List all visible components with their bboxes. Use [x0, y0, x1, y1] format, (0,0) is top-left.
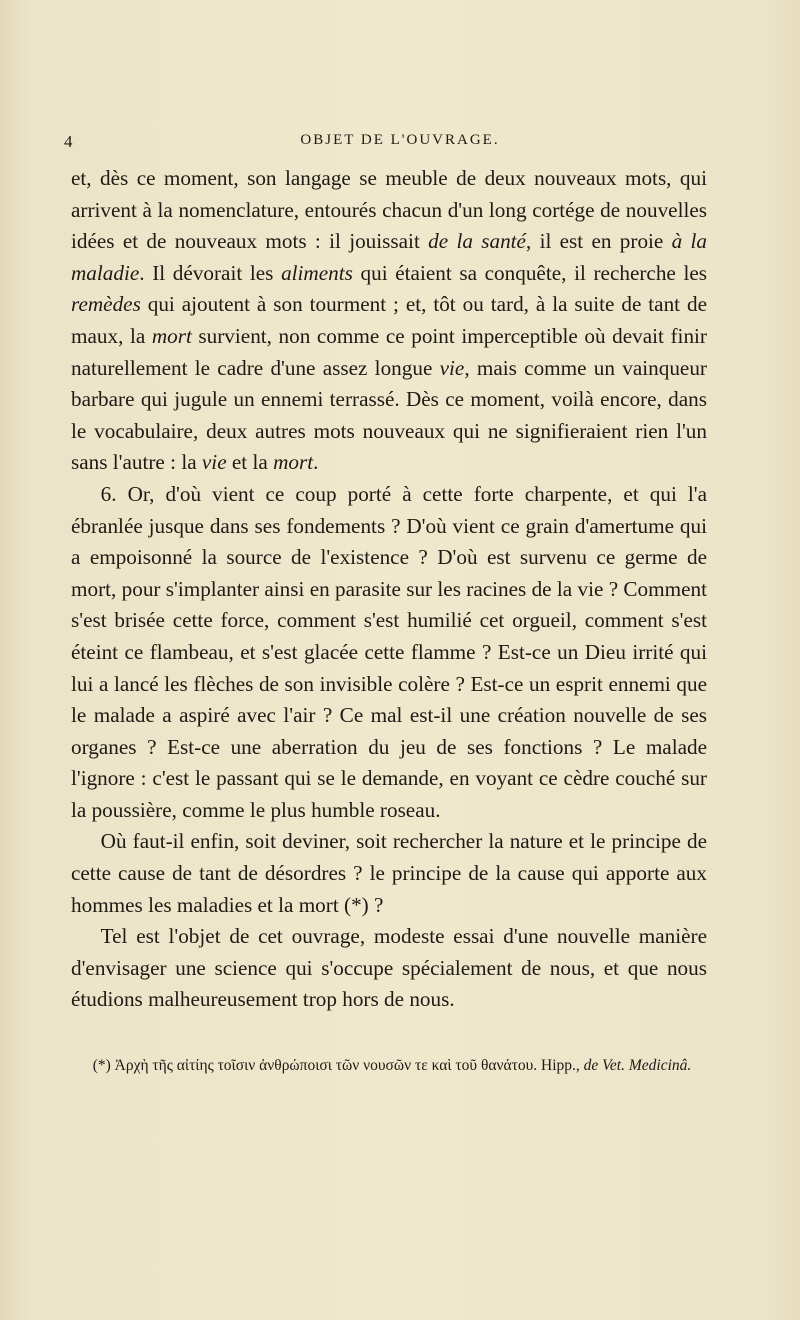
- page-number: 4: [64, 132, 74, 151]
- italic-text: de la santé: [428, 229, 526, 254]
- body-text: [71, 163, 707, 1016]
- text-run: et la: [226, 450, 274, 475]
- running-head: OBJET DE L'OUVRAGE.: [300, 132, 500, 148]
- text-run: et, dès ce moment, son langage se meuble de deux nouveaux mots, qui arrivent à la nomenclature, entourés chacun d'un long cortége de nouvelles idées et de nouveaux mots : il jouissait: [71, 166, 707, 254]
- text-run: Tel est l'objet de cet ouvrage, modeste essai d'une nouvelle manière d'envisager une science qui s'occupe spécialement de nous, et que nous étudions malheureusement trop hors de nous.: [71, 924, 707, 1012]
- italic-text: vie: [201, 450, 227, 475]
- text-run: 6. Or, d'où vient ce coup porté à cette forte charpente, et qui l'a ébranlée jusque dans ses fondements ? D'où vient ce grain d'amertume qui a empoisonné la source de l'existence ? D'où est survenu ce germe de mort, pour s'implanter ainsi en parasite sur les racines de la vie ? Comment s'est brisée cette force, comment s'est humilié cet orgueil, comment s'est éteint ce flambeau, et s'est glacée cette flamme ? Est-ce un Dieu irrité qui lui a lancé les flèches de son invisible colère ? Est-ce un esprit ennemi que le malade a aspiré avec l'air ? Ce mal est-il une création nouvelle de ses organes ? Est-ce une aberration du jeu de ses fonctions ? Le malade l'ignore : c'est le passant qui se le demande, en voyant ce cèdre couché sur la poussière, comme le plus humble roseau.: [71, 481, 707, 822]
- italic-text: remèdes: [71, 292, 141, 317]
- footnote: [71, 1054, 707, 1077]
- text-run: (*) Ἀρχὴ τῆς αἰτίης τοῖσιν ἀνθρώποισι τῶν νουσῶν τε καὶ τοῦ θανάτου. Hipp.,: [92, 1057, 584, 1074]
- text-run: . Il dévorait les: [139, 260, 282, 285]
- paragraph: [71, 479, 707, 827]
- italic-text: mort: [273, 450, 314, 475]
- italic-text: à la maladie: [71, 229, 708, 285]
- paragraph: [71, 826, 707, 921]
- text-run: Où faut-il enfin, soit deviner, soit rechercher la nature et le principe de cette cause de tant de désordres ? le principe de la cause qui apporte aux hommes les maladies et la mort (*) ?: [71, 829, 707, 917]
- text-run: qui étaient sa conquête, il recherche les: [352, 260, 707, 285]
- text-run: , mais comme un vainqueur barbare qui jugule un ennemi terrassé. Dès ce moment, voilà encore, dans le vocabulaire, deux autres mots nouveaux qui ne signifieraient rien l'un sans l'autre : la: [71, 355, 707, 475]
- text-run: survient, non comme ce point imperceptible où devait finir naturellement le cadre d'une assez longue: [71, 323, 707, 380]
- text-run: , il est en proie: [525, 229, 672, 254]
- text-run: qui ajoutent à son tourment ; et, tôt ou tard, à la suite de tant de maux, la: [71, 292, 707, 348]
- italic-text: aliments: [281, 260, 353, 285]
- italic-text: mort: [151, 323, 192, 348]
- page-header: [40, 132, 760, 156]
- paragraph: [71, 921, 707, 1016]
- italic-text: vie: [439, 355, 465, 380]
- italic-text: de Vet. Medicinâ.: [583, 1057, 692, 1074]
- paragraph: [71, 163, 707, 479]
- text-run: .: [313, 450, 319, 475]
